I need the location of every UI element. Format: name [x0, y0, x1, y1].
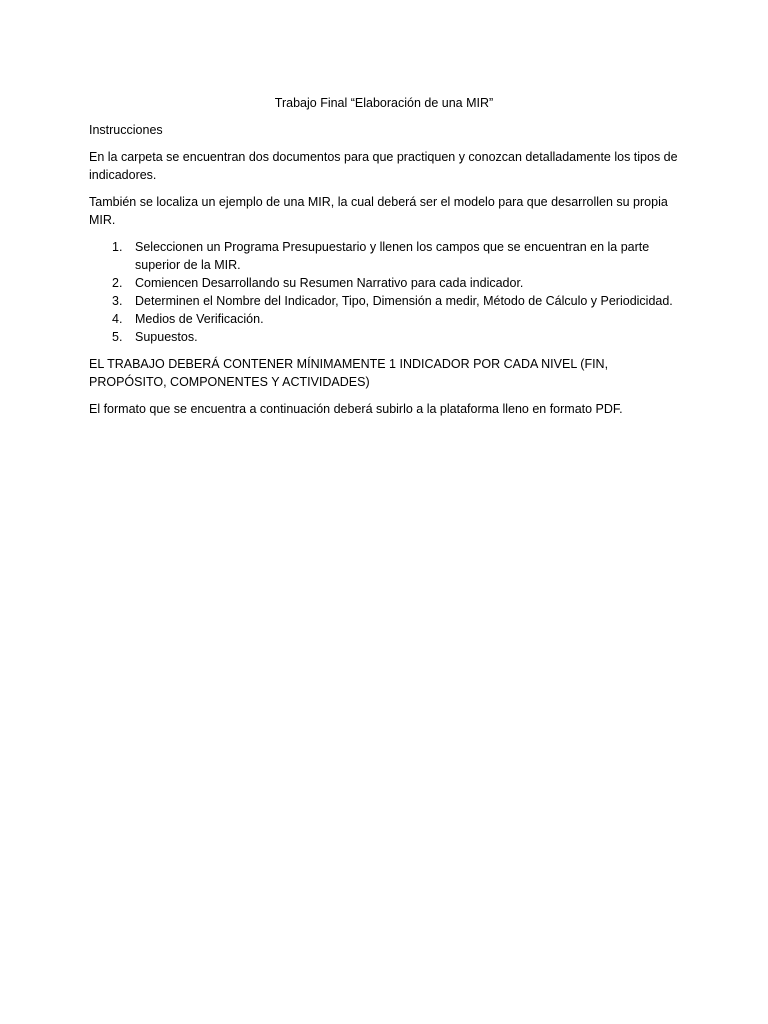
list-item-number: 5.	[112, 330, 123, 344]
list-item-number: 2.	[112, 276, 123, 290]
paragraph-upload-format: El formato que se encuentra a continuación deberá subirlo a la plataforma lleno en formato PDF.	[89, 402, 623, 416]
list-item	[89, 292, 679, 310]
steps-list	[89, 238, 679, 346]
list-item-text: Medios de Verificación.	[135, 312, 264, 326]
list-item-number: 1.	[112, 240, 123, 254]
list-item	[89, 310, 679, 328]
list-item	[89, 328, 679, 346]
list-item-text: Supuestos.	[135, 330, 198, 344]
document-title: Trabajo Final “Elaboración de una MIR”	[274, 96, 494, 110]
list-item-text: Seleccionen un Programa Presupuestario y llenen los campos que se encuentran en la parte superior de la MIR.	[135, 240, 650, 272]
paragraph-minimum-requirement: EL TRABAJO DEBERÁ CONTENER MÍNIMAMENTE 1 INDICADOR POR CADA NIVEL (FIN, PROPÓSITO, COMPONENTES Y ACTIVIDADES)	[89, 357, 609, 389]
list-item	[89, 238, 679, 274]
list-item-text: Comiencen Desarrollando su Resumen Narrativo para cada indicador.	[135, 276, 524, 290]
document-body	[89, 94, 679, 427]
instructions-heading: Instrucciones	[89, 123, 163, 137]
paragraph-mir-example: También se localiza un ejemplo de una MIR, la cual deberá ser el modelo para que desarrollen su propia MIR.	[89, 195, 668, 227]
list-item-text: Determinen el Nombre del Indicador, Tipo, Dimensión a medir, Método de Cálculo y Periodicidad.	[135, 294, 673, 308]
list-item-number: 4.	[112, 312, 123, 326]
paragraph-folder-documents: En la carpeta se encuentran dos documentos para que practiquen y conozcan detalladamente los tipos de indicadores.	[89, 150, 678, 182]
list-item-number: 3.	[112, 294, 123, 308]
list-item	[89, 274, 679, 292]
